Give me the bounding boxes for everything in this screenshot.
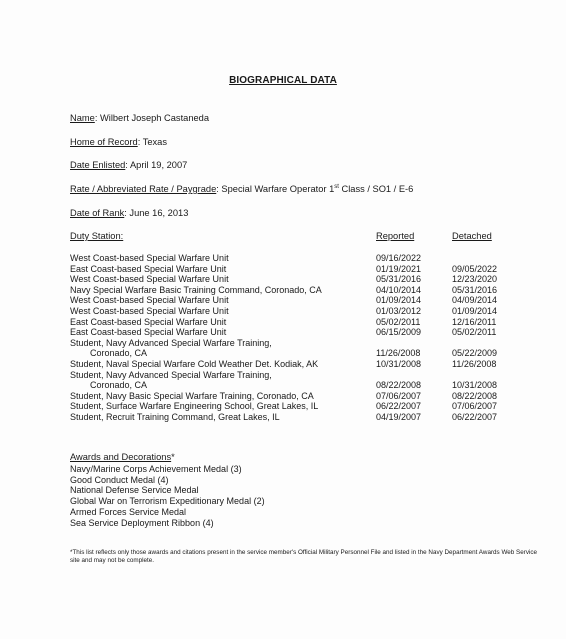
detached-date: 01/09/2014 [452, 305, 498, 316]
duty-station-row [70, 412, 540, 423]
duty-station-name: West Coast-based Special Warfare Unit [70, 253, 229, 263]
duty-station-row [70, 274, 540, 285]
detached-date: 12/16/2011 [452, 316, 497, 327]
detached-date: 08/22/2008 [452, 390, 498, 401]
award-item: Armed Forces Service Medal [70, 506, 187, 517]
date-enlisted-field [70, 160, 187, 170]
duty-station-list [70, 253, 540, 423]
award-item: Good Conduct Medal (4) [70, 474, 169, 485]
duty-station-row [70, 370, 540, 381]
reported-date: 01/03/2012 [376, 305, 422, 316]
reported-date: 01/19/2021 [376, 263, 422, 274]
reported-date: 06/15/2009 [376, 327, 422, 338]
detached-date: 04/09/2014 [452, 295, 498, 306]
duty-station-name: East Coast-based Special Warfare Unit [70, 263, 227, 274]
duty-station-name: Student, Navy Advanced Special Warfare Training, [70, 337, 272, 348]
duty-station-name: Student, Surface Warfare Engineering School, Great Lakes, IL [70, 401, 319, 412]
duty-station-row [70, 264, 540, 275]
document-title: BIOGRAPHICAL DATA [229, 75, 337, 86]
duty-station-row [70, 380, 540, 391]
home-of-record-field [70, 137, 167, 147]
reported-date: 04/19/2007 [376, 411, 422, 422]
duty-station-name: Student, Naval Special Warfare Cold Weather Det. Kodiak, AK [70, 358, 319, 369]
duty-station-row [70, 327, 540, 338]
duty-station-row [70, 338, 540, 349]
rate-field [70, 184, 413, 194]
duty-station-header: Duty Station: [70, 231, 124, 241]
date-of-rank-value: : June 16, 2013 [124, 208, 189, 218]
duty-station-name: West Coast-based Special Warfare Unit [70, 305, 229, 316]
detached-date: 09/05/2022 [452, 263, 498, 274]
duty-station-row [70, 285, 540, 296]
duty-station-name: Student, Navy Basic Special Warfare Training, Coronado, CA [70, 390, 314, 401]
awards-header-asterisk: * [171, 452, 175, 462]
detached-date: 10/31/2008 [452, 380, 498, 391]
duty-station-name: Coronado, CA [90, 348, 148, 359]
duty-station-name: East Coast-based Special Warfare Unit [70, 316, 227, 327]
award-item: Navy/Marine Corps Achievement Medal (3) [70, 464, 242, 474]
reported-header: Reported [376, 231, 415, 241]
award-item: Sea Service Deployment Ribbon (4) [70, 517, 214, 528]
detached-header: Detached [452, 231, 492, 241]
award-item: National Defense Service Medal [70, 485, 199, 496]
detached-date: 07/06/2007 [452, 401, 498, 412]
duty-station-row [70, 253, 540, 264]
awards-list [70, 464, 265, 528]
duty-station-row [70, 348, 540, 359]
reported-date: 04/10/2014 [376, 284, 422, 295]
duty-station-row [70, 295, 540, 306]
rate-value-prefix: : Special Warfare Operator 1 [216, 184, 335, 194]
name-label: Name [70, 113, 95, 123]
home-of-record-value: : Texas [137, 137, 167, 147]
footnote: *This list reflects only those awards and citations present in the service member's Official Military Personnel File and listed in the Navy Department Awards Web Service site and may not be complete. [70, 549, 538, 565]
duty-station-row [70, 317, 540, 328]
duty-station-name: Student, Recruit Training Command, Great Lakes, IL [70, 411, 280, 422]
date-of-rank-label: Date of Rank [70, 208, 125, 218]
duty-station-name: West Coast-based Special Warfare Unit [70, 295, 229, 306]
rate-label: Rate / Abbreviated Rate / Paygrade [70, 184, 217, 194]
detached-date: 05/22/2009 [452, 348, 498, 359]
home-of-record-label: Home of Record [70, 137, 138, 147]
reported-date: 07/06/2007 [376, 390, 422, 401]
name-field [70, 113, 209, 123]
duty-station-row [70, 359, 540, 370]
reported-date: 11/26/2008 [376, 348, 421, 359]
date-enlisted-value: : April 19, 2007 [125, 160, 188, 170]
duty-station-name: West Coast-based Special Warfare Unit [70, 274, 229, 285]
detached-date: 12/23/2020 [452, 274, 498, 285]
duty-station-row [70, 391, 540, 402]
date-enlisted-label: Date Enlisted [70, 160, 126, 170]
rate-value-superscript: st [334, 183, 339, 190]
duty-station-name: Student, Navy Advanced Special Warfare Training, [70, 369, 272, 380]
duty-station-name: Navy Special Warfare Basic Training Command, Coronado, CA [70, 284, 322, 295]
date-of-rank-field [70, 208, 188, 218]
detached-date: 06/22/2007 [452, 411, 498, 422]
rate-value-suffix: Class / SO1 / E-6 [338, 184, 414, 194]
awards-header [70, 452, 175, 462]
duty-station-name: East Coast-based Special Warfare Unit [70, 327, 227, 338]
awards-header-label: Awards and Decorations [70, 452, 172, 462]
reported-date: 05/02/2011 [376, 316, 421, 327]
duty-station-name: Coronado, CA [90, 380, 148, 391]
reported-date: 01/09/2014 [376, 295, 422, 306]
reported-date: 08/22/2008 [376, 380, 422, 391]
reported-date: 09/16/2022 [376, 253, 422, 263]
detached-date: 11/26/2008 [452, 358, 497, 369]
duty-station-row [70, 401, 540, 412]
reported-date: 10/31/2008 [376, 358, 422, 369]
award-item: Global War on Terrorism Expeditionary Medal (2) [70, 496, 265, 507]
reported-date: 05/31/2016 [376, 274, 422, 285]
name-value: : Wilbert Joseph Castaneda [94, 113, 210, 123]
detached-date: 05/02/2011 [452, 327, 497, 338]
detached-date: 05/31/2016 [452, 284, 498, 295]
duty-station-row [70, 306, 540, 317]
reported-date: 06/22/2007 [376, 401, 422, 412]
